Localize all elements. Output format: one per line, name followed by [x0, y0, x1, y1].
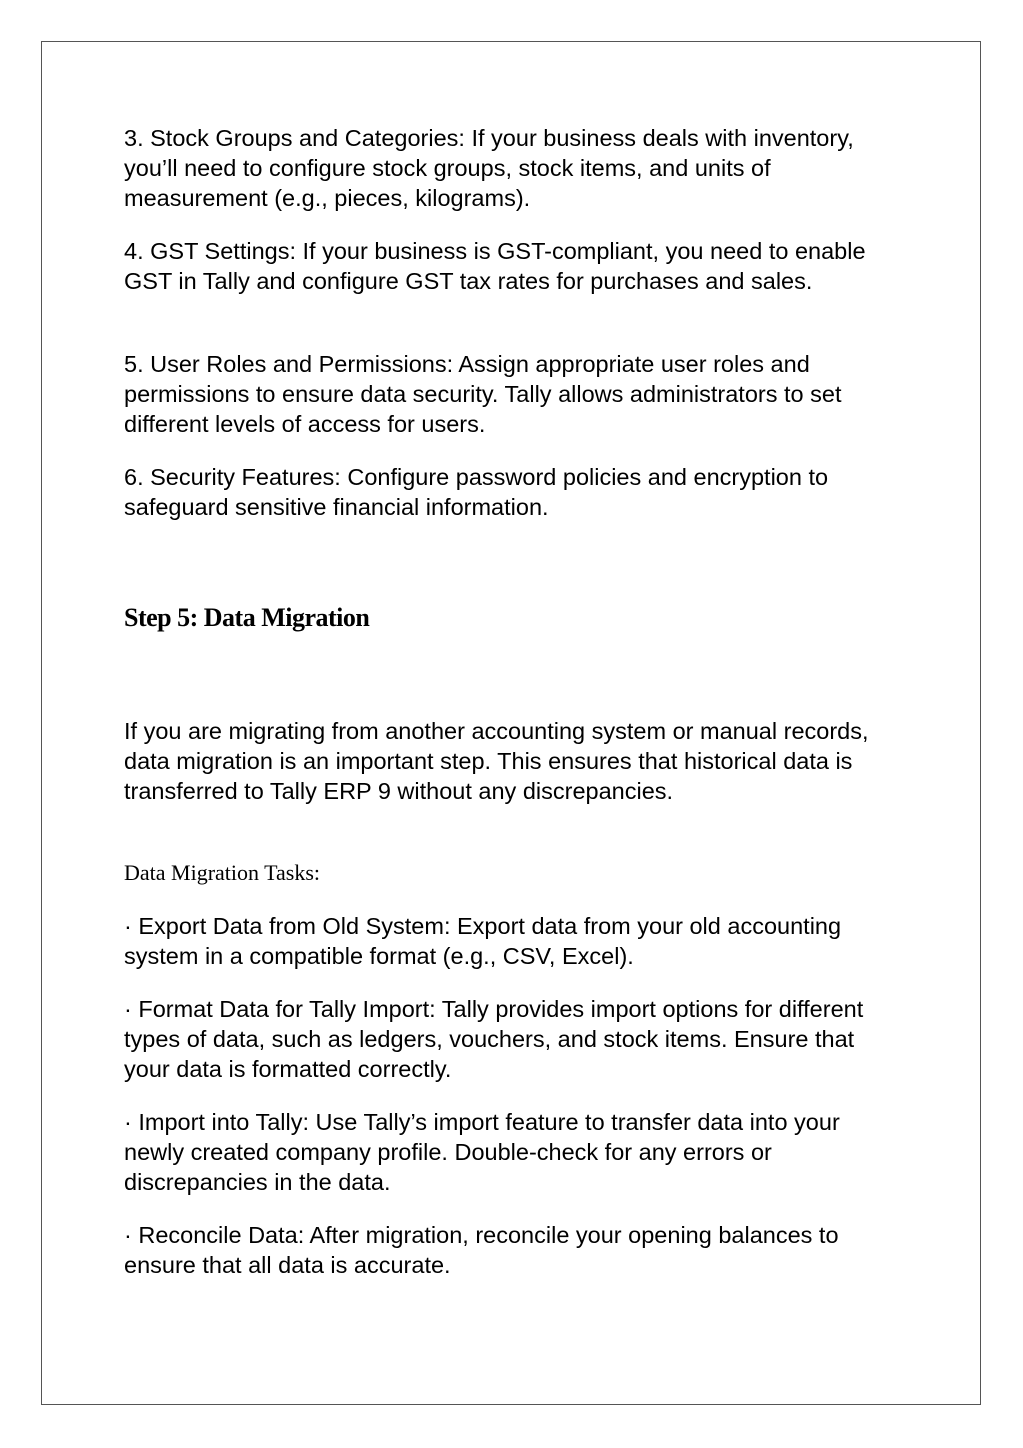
paragraph-gst-settings: 4. GST Settings: If your business is GST-compliant, you need to enable GST in Tally and configure GST tax rates for purchases and sales.: [124, 238, 866, 294]
task-item-format: · Format Data for Tally Import: Tally provides import options for different types of data, such as ledgers, vouchers, and stock items. Ensure that your data is formatted correctly.: [124, 996, 864, 1082]
paragraph-security-features: 6. Security Features: Configure password policies and encryption to safeguard sensitive financial information.: [124, 464, 829, 520]
section-heading: Step 5: Data Migration: [124, 603, 370, 632]
task-item-reconcile: · Reconcile Data: After migration, reconcile your opening balances to ensure that all data is accurate.: [124, 1222, 839, 1278]
task-item-export: · Export Data from Old System: Export data from your old accounting system in a compatible format (e.g., CSV, Excel).: [124, 913, 842, 969]
section-intro: If you are migrating from another accounting system or manual records, data migration is an important step. This ensures that historical data is transferred to Tally ERP 9 without any discrepancies.: [124, 718, 869, 804]
paragraph-stock-groups: 3. Stock Groups and Categories: If your business deals with inventory, you’ll need to configure stock groups, stock items, and units of measurement (e.g., pieces, kilograms).: [124, 125, 854, 211]
task-item-import: · Import into Tally: Use Tally’s import feature to transfer data into your newly created company profile. Double-check for any errors or discrepancies in the data.: [124, 1109, 840, 1195]
paragraph-user-roles: 5. User Roles and Permissions: Assign appropriate user roles and permissions to ensure data security. Tally allows administrators to set different levels of access for users.: [124, 351, 842, 437]
tasks-label: Data Migration Tasks:: [124, 860, 321, 885]
